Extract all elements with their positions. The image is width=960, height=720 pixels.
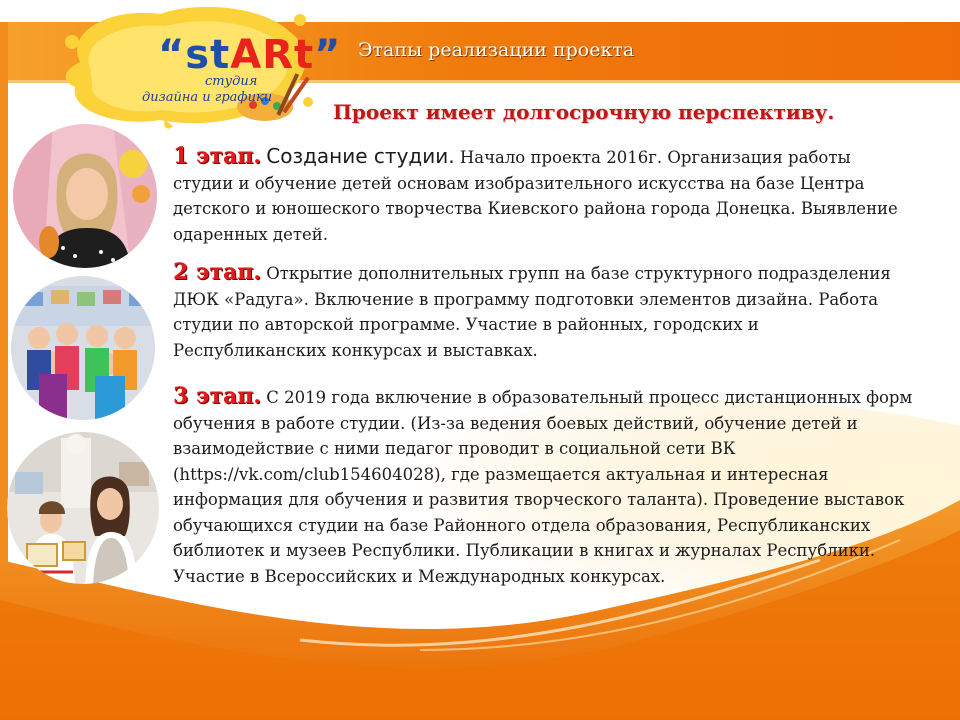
logo-wordmark: “stARt”: [158, 32, 342, 78]
stage-3-label: 3 этап.: [173, 383, 262, 409]
stage-1-text: Начало проекта 2016г. Организация работы студии и обучение детей основам изобразительного искусства на базе Центра детского и юношеского творчества Киевского района города Донецка. Выявление одаренных детей.: [173, 148, 898, 244]
children-group-photo: [11, 276, 155, 420]
studio-logo: [50, 2, 342, 132]
award-ceremony-icon: [7, 432, 159, 584]
stage-1-lead: Создание студии.: [266, 144, 455, 168]
children-group-icon: [11, 276, 155, 420]
stage-3-text: С 2019 года включение в образовательный процесс дистанционных форм обучения в работе студии. (Из-за ведения боевых действий, обучение детей и взаимодействие с ними педагог проводит в социальной сети ВК (https://vk.com/club154604028), где размещается актуальная и интересная информация для обучения и развития творческого таланта). Проведение выставок обучающихся студии на базе Районного отдела образования, Республиканских библиотек и музеев Республики. Публикации в книгах и журналах Республики. Участие в Всероссийских и Международных конкурсах.: [173, 388, 913, 586]
stage-2-label: 2 этап.: [173, 259, 262, 285]
page-subtitle: Проект имеет долгосрочную перспективу.: [333, 100, 835, 124]
stage-3: [173, 384, 913, 589]
page-title: Этапы реализации проекта: [358, 39, 635, 61]
teacher-portrait-icon: [13, 124, 157, 268]
teacher-portrait-photo: [13, 124, 157, 268]
award-ceremony-photo: [7, 432, 159, 584]
logo-subtitle-line1: студия: [205, 74, 258, 89]
stage-2-text: Открытие дополнительных групп на базе структурного подразделения ДЮК «Радуга». Включение в программу подготовки элементов дизайна. Работа студии по авторской программе. Участие в районных, городских и Республиканских конкурсах и выставках.: [173, 264, 891, 360]
stage-1: [173, 144, 913, 247]
stage-2: [173, 260, 913, 363]
stage-1-label: 1 этап.: [173, 143, 262, 169]
logo-subtitle-line2: дизайна и графики: [142, 90, 273, 105]
